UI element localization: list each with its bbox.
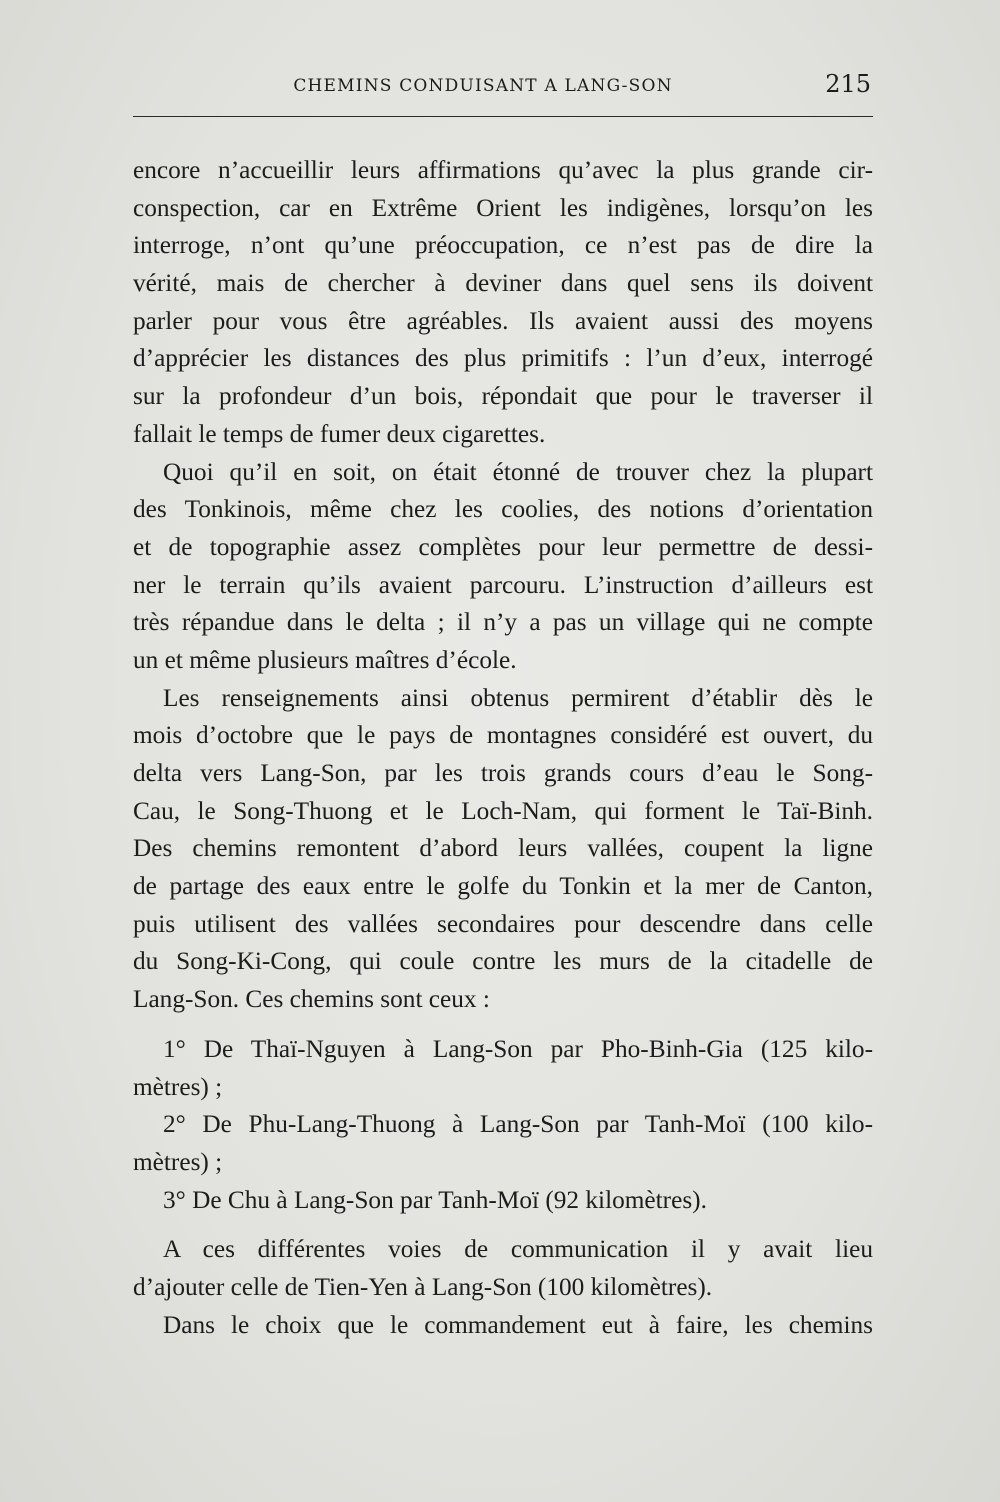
list-gap — [133, 1219, 873, 1231]
text-line: Quoi qu’il en soit, on était étonné de trouver chez la plupart — [163, 457, 873, 486]
running-head — [133, 66, 873, 106]
text-line: mois d’octobre que le pays de montagnes considéré est ouvert, du — [133, 721, 873, 750]
body-text — [133, 152, 873, 1344]
list-gap — [133, 1019, 873, 1031]
text-line: puis utilisent des vallées secondaires pour descendre dans celle — [133, 909, 873, 938]
text-line: Lang-Son. Ces chemins sont ceux : — [133, 985, 490, 1014]
text-line: de partage des eaux entre le golfe du Tonkin et la mer de Canton, — [133, 872, 873, 901]
text-line: un et même plusieurs maîtres d’école. — [133, 645, 517, 674]
text-line: des Tonkinois, même chez les coolies, des notions d’orientation — [133, 495, 873, 524]
text-line: conspection, car en Extrême Orient les indigènes, lorsqu’on les — [133, 193, 873, 222]
list-item-line: 2° De Phu-Lang-Thuong à Lang-Son par Tanh-Moï (100 kilo- — [163, 1110, 873, 1139]
header-rule — [133, 116, 873, 117]
text-line: Les renseignements ainsi obtenus permirent d’établir dès le — [163, 683, 873, 712]
text-line: fallait le temps de fumer deux cigarettes. — [133, 419, 546, 448]
text-line: interroge, n’ont qu’une préoccupation, ce n’est pas de dire la — [133, 231, 873, 260]
text-line: d’ajouter celle de Tien-Yen à Lang-Son (100 kilomètres). — [133, 1272, 713, 1301]
text-line: très répandue dans le delta ; il n’y a pas un village qui ne compte — [133, 608, 873, 637]
text-line: sur la profondeur d’un bois, répondait que pour le traverser il — [133, 382, 873, 411]
text-line: Cau, le Song-Thuong et le Loch-Nam, qui forment le Taï-Binh. — [133, 796, 873, 825]
list-item-line: mètres) ; — [133, 1147, 223, 1176]
text-line: delta vers Lang-Son, par les trois grands cours d’eau le Song- — [133, 759, 873, 787]
text-line: parler pour vous être agréables. Ils avaient aussi des moyens — [133, 306, 873, 335]
text-line: du Song-Ki-Cong, qui coule contre les murs de la citadelle de — [133, 947, 873, 976]
text-line: Dans le choix que le commandement eut à faire, les chemins — [163, 1310, 873, 1339]
text-line: vérité, mais de chercher à deviner dans quel sens ils doivent — [133, 269, 873, 298]
running-title: CHEMINS CONDUISANT A LANG-SON — [293, 76, 673, 96]
text-line: ner le terrain qu’ils avaient parcouru. L’instruction d’ailleurs est — [133, 570, 873, 599]
page-number: 215 — [825, 70, 871, 98]
text-line: encore n’accueillir leurs affirmations qu’avec la plus grande cir- — [133, 156, 873, 184]
text-line: A ces différentes voies de communication il y avait lieu — [163, 1235, 873, 1264]
text-line: d’apprécier les distances des plus primitifs : l’un d’eux, interrogé — [133, 344, 873, 373]
list-item-line: mètres) ; — [133, 1072, 223, 1101]
text-line: Des chemins remontent d’abord leurs vallées, coupent la ligne — [133, 834, 873, 863]
list-item-line: 1° De Thaï-Nguyen à Lang-Son par Pho-Binh-Gia (125 kilo- — [163, 1034, 873, 1063]
list-item-line: 3° De Chu à Lang-Son par Tanh-Moï (92 kilomètres). — [163, 1185, 707, 1214]
text-line: et de topographie assez complètes pour leur permettre de dessi- — [133, 532, 873, 561]
